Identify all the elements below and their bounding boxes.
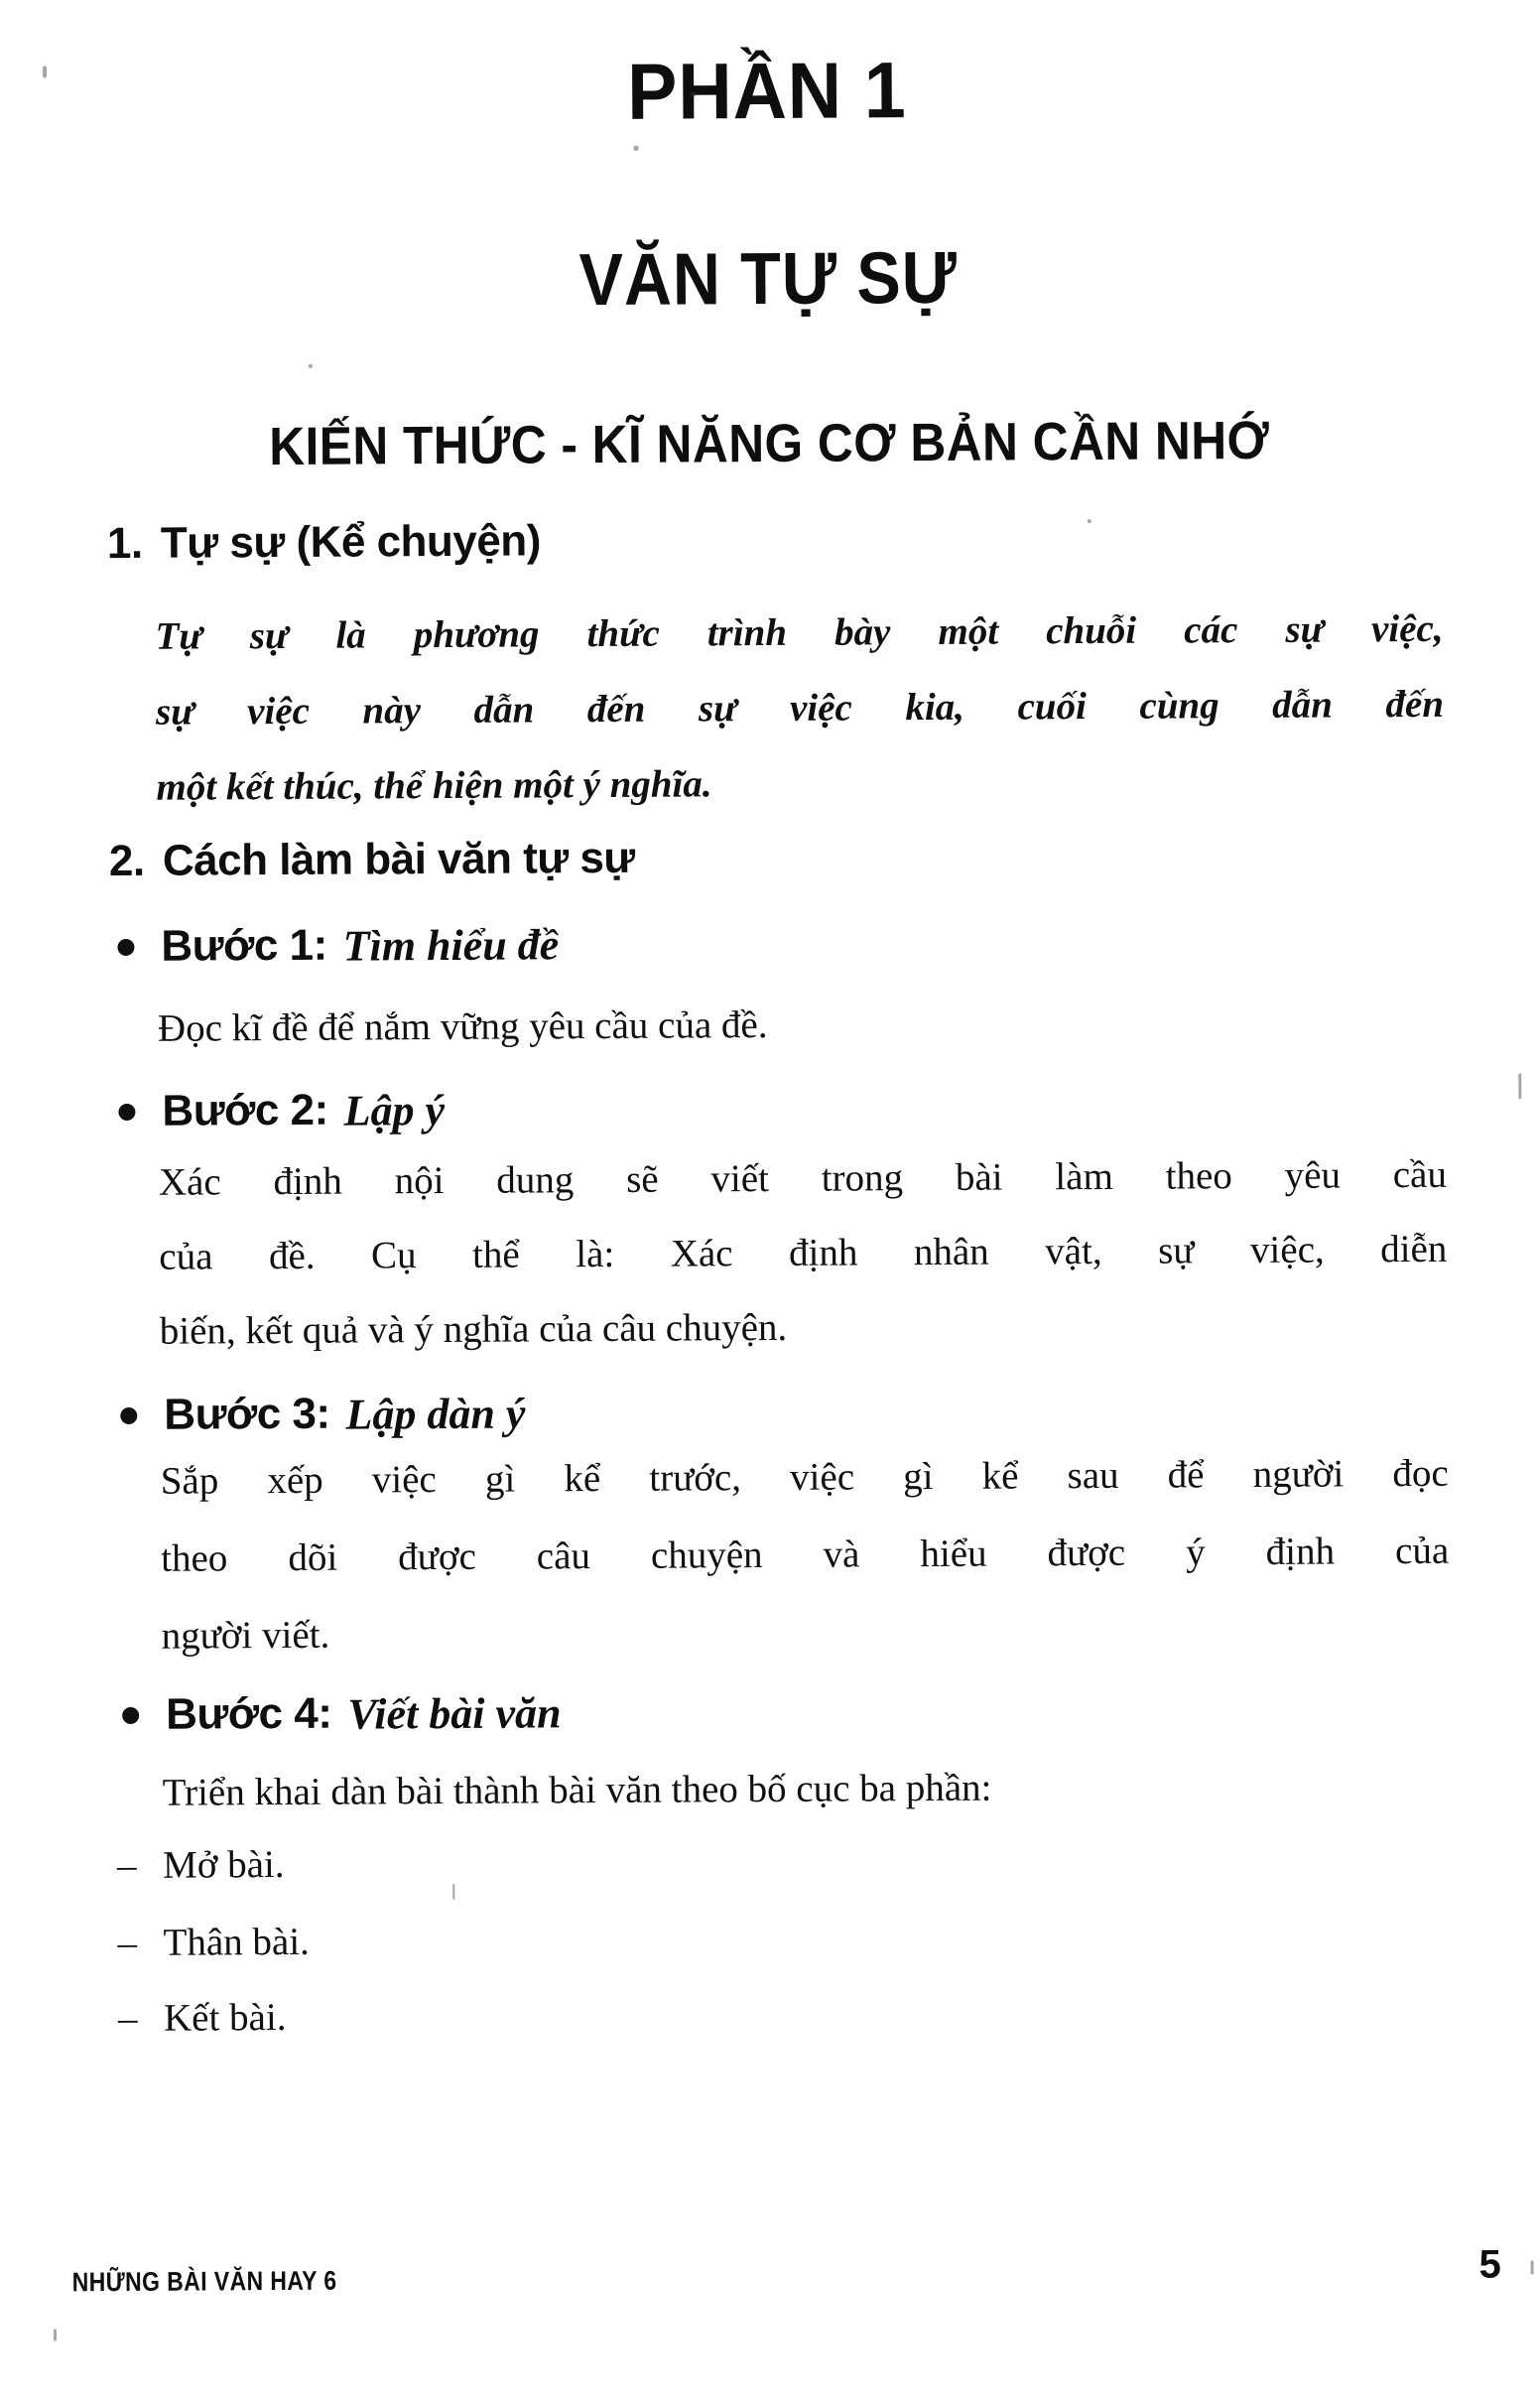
step-4-row [122, 1686, 562, 1741]
step-4-name: Viết bài văn [347, 1687, 562, 1739]
section-heading-text: KIẾN THỨC - KĨ NĂNG CƠ BẢN CẦN NHỚ [269, 410, 1270, 477]
footer-book-title [72, 2267, 384, 2296]
outline-item-text: Thân bài. [163, 1920, 310, 1964]
item-1-number: 1. [106, 518, 143, 569]
step-4-body [162, 1749, 1450, 1830]
step-2-row [118, 1084, 445, 1137]
step-2-name: Lập ý [343, 1085, 446, 1135]
main-title-text: VĂN TỰ SỰ [578, 235, 959, 322]
definition-line: sự việc này dẫn đến sự việc kia, cuối cùng dẫn đến [155, 682, 1445, 733]
main-title [103, 235, 1433, 322]
step-3-body-line: theo dõi được câu chuyện và hiểu được ý định của [161, 1529, 1450, 1580]
step-1-row [117, 918, 559, 973]
step-1-name: Tìm hiểu đề [342, 919, 560, 971]
step-1-body-line: Đọc kĩ đề để nắm vững yêu cầu của đề. [157, 1003, 768, 1050]
scan-artifact [452, 1884, 454, 1900]
step-2-body-line: biến, kết quả và ý nghĩa của câu chuyện. [159, 1305, 788, 1353]
dash-marker: – [117, 1921, 138, 1965]
dash-marker: – [116, 1843, 137, 1888]
outline-item-mo-bai [117, 1839, 285, 1892]
scan-artifact [1518, 1073, 1521, 1099]
scan-artifact [309, 364, 313, 368]
part-title [102, 48, 1432, 135]
step-1-label: Bước 1: [161, 920, 327, 971]
bullet-icon [122, 1706, 139, 1723]
step-2-body [159, 1137, 1448, 1369]
step-3-body [161, 1435, 1450, 1675]
scan-artifact [43, 66, 47, 77]
item-2-number: 2. [108, 836, 145, 886]
dash-marker: – [117, 1996, 138, 2041]
step-2-body-line: của đề. Cụ thể là: Xác định nhân vật, sự việc, diễn [159, 1227, 1448, 1278]
outline-item-text: Kết bài. [163, 1995, 287, 2040]
step-4-body-line: Triển khai dàn bài thành bài văn theo bố cục ba phần: [162, 1766, 992, 1814]
definition-line: Tự sự là phương thức trình bày một chuỗi các sự việc, [155, 606, 1444, 658]
item-2-heading [109, 833, 635, 887]
step-3-body-line: Sắp xếp việc gì kể trước, việc gì kể sau để người đọc [160, 1451, 1449, 1503]
footer-book-title-text: NHỮNG BÀI VĂN HAY 6 [71, 2265, 337, 2298]
scan-artifact [1088, 519, 1091, 523]
definition-line: một kết thúc, thể hiện một ý nghĩa. [156, 762, 712, 809]
bullet-icon [120, 1406, 137, 1423]
outline-item-than-bai [117, 1917, 310, 1969]
scan-artifact [634, 146, 639, 151]
step-3-name: Lập dàn ý [345, 1389, 526, 1439]
bullet-icon [117, 938, 134, 955]
page-number: 5 [1478, 2242, 1501, 2287]
step-2-label: Bước 2: [162, 1085, 328, 1135]
item-2-title: Cách làm bài văn tự sự [162, 833, 635, 885]
scan-artifact [54, 2329, 57, 2340]
step-1-body [158, 985, 1446, 1066]
step-3-body-line: người viết. [161, 1613, 330, 1658]
step-2-body-line: Xác định nội dung sẽ viết trong bài làm theo yêu cầu [158, 1152, 1448, 1204]
scan-artifact [691, 91, 696, 96]
item-1-heading [107, 515, 541, 570]
step-3-label: Bước 3: [164, 1389, 330, 1439]
section-heading [104, 410, 1434, 477]
definition-paragraph [155, 592, 1444, 826]
step-4-label: Bước 4: [166, 1688, 332, 1739]
outline-item-text: Mở bài. [162, 1843, 285, 1887]
outline-item-ket-bai [118, 1992, 287, 2045]
part-title-text: PHẦN 1 [627, 46, 908, 136]
item-1-title: Tự sự (Kể chuyện) [160, 516, 541, 568]
step-3-row [120, 1388, 525, 1441]
scan-artifact [1531, 2260, 1534, 2274]
bullet-icon [118, 1103, 135, 1120]
